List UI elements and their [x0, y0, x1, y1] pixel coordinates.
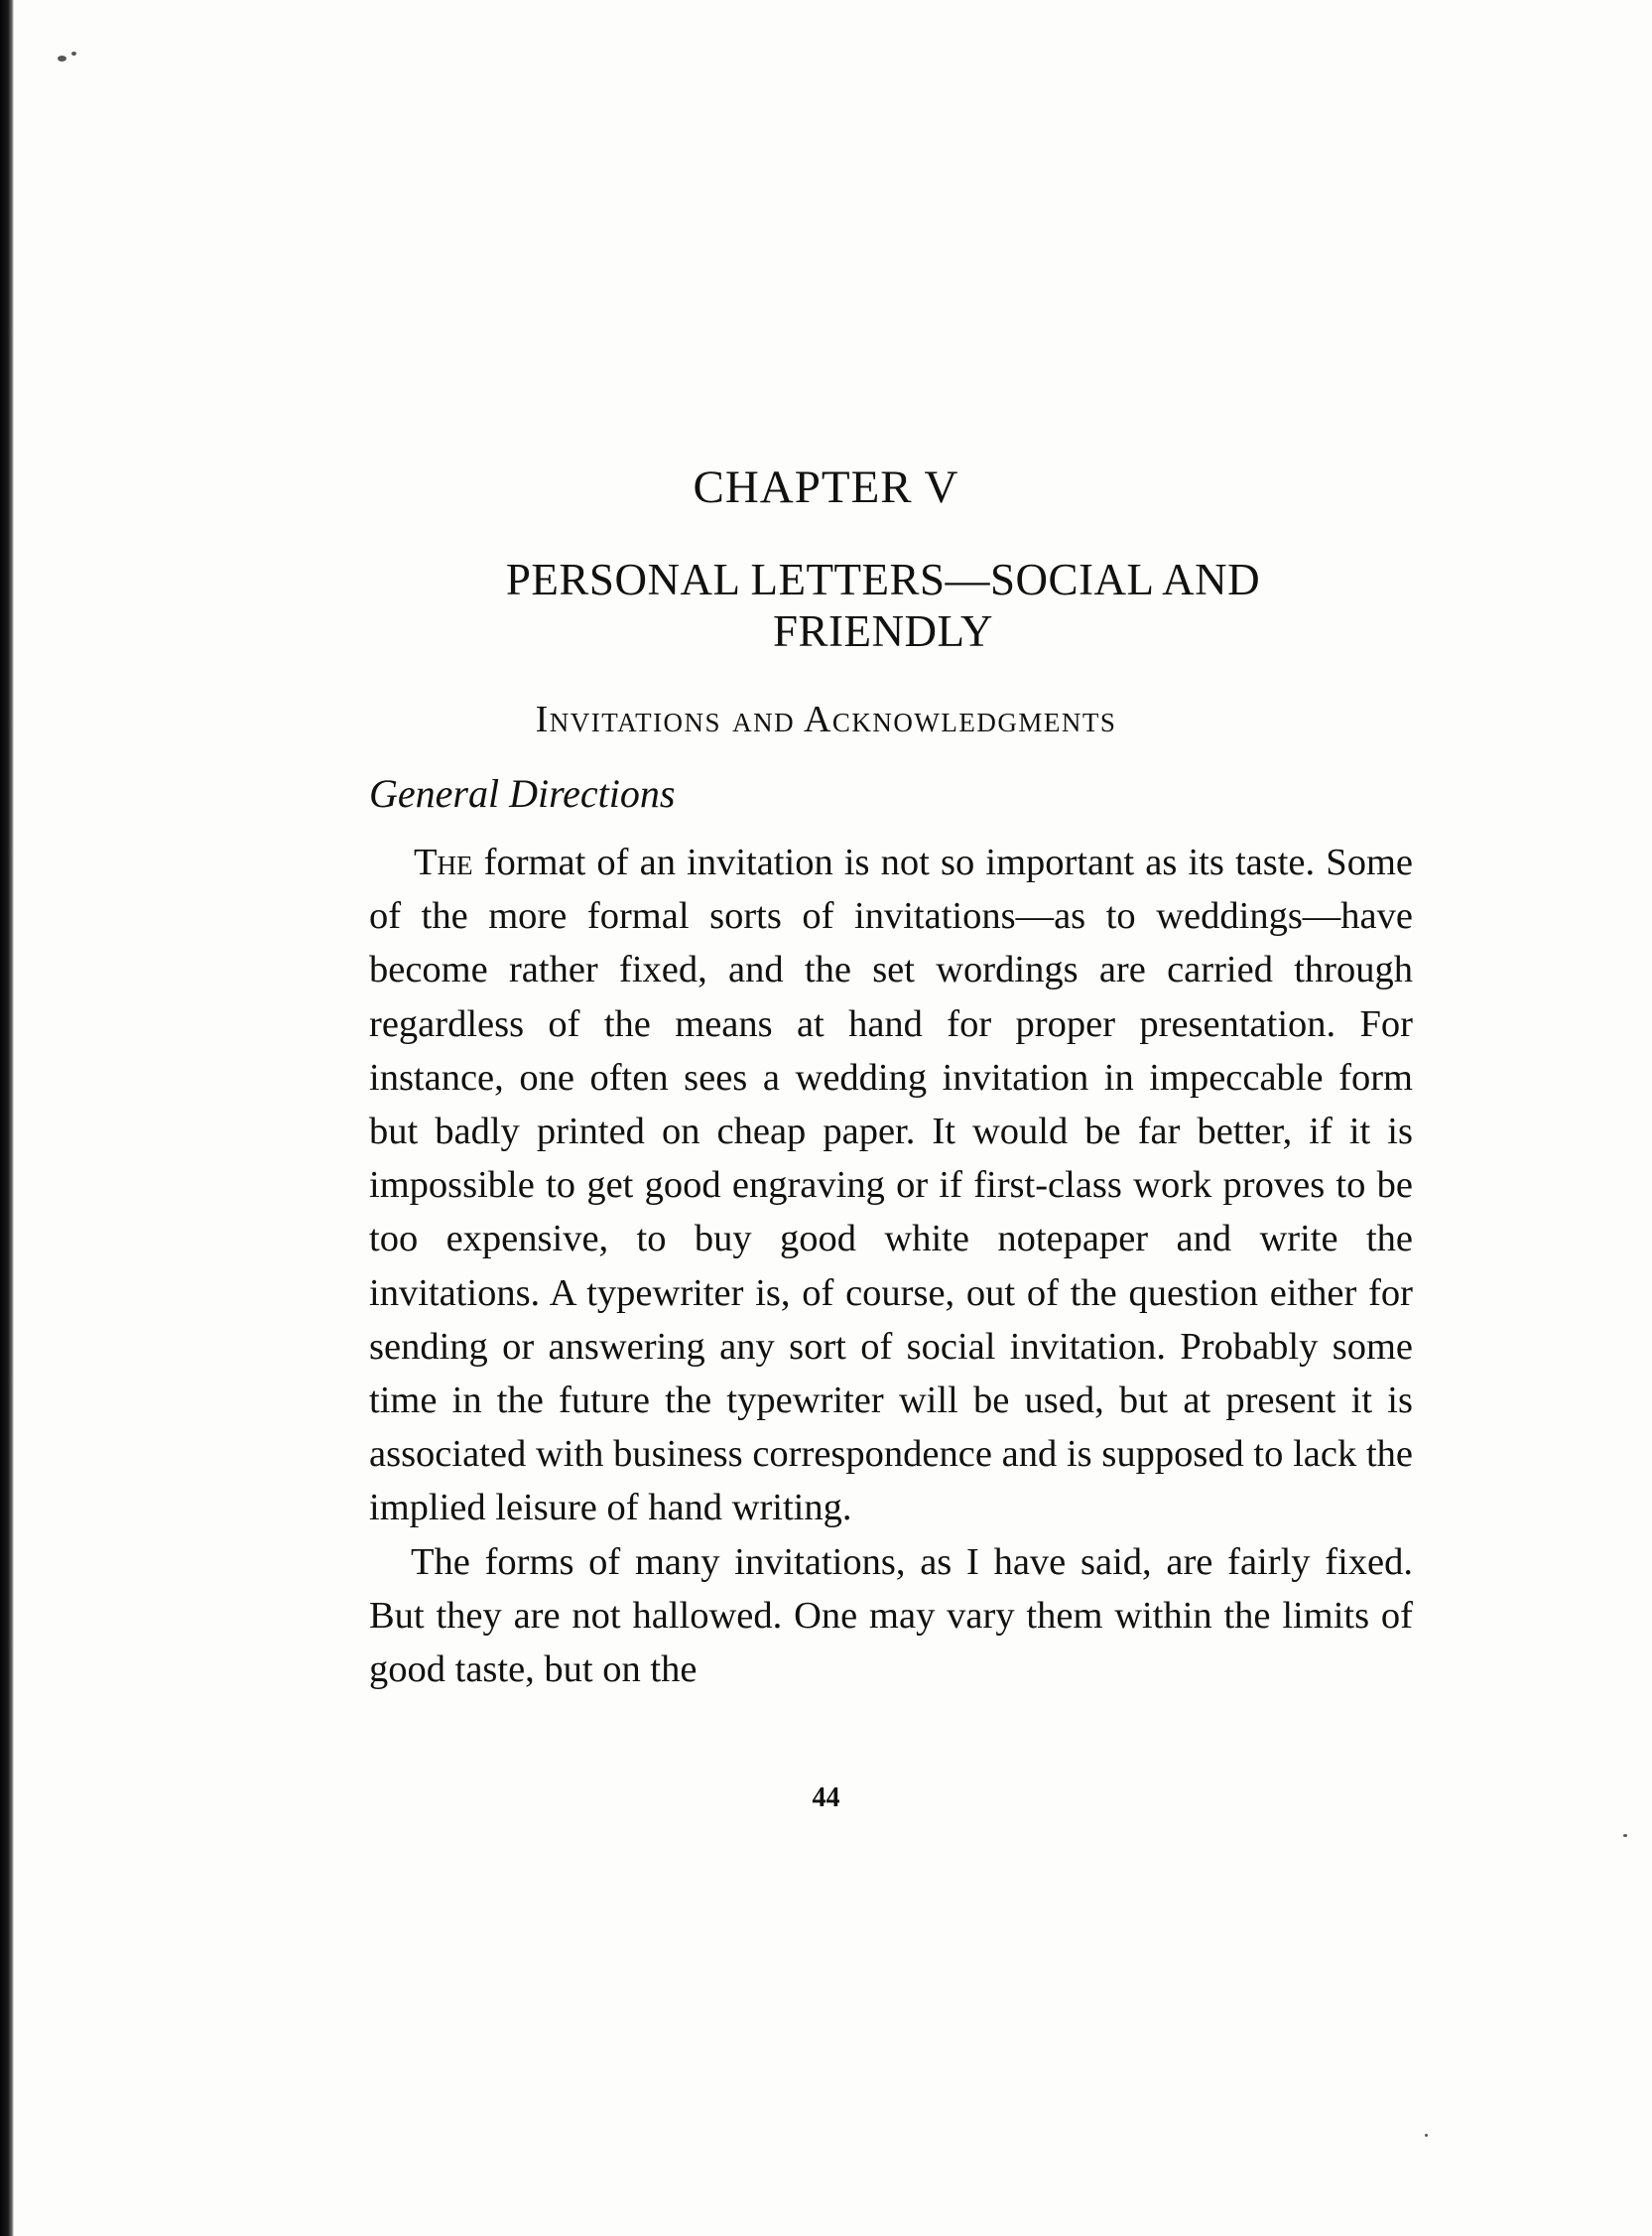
section-title: Invitations and Acknowledgments: [535, 699, 1117, 740]
body-text: [369, 836, 1413, 1696]
paragraph-text: format of an invitation is not so important as its taste. Some of the more formal sorts of invitations—as to weddings—have become rather fixed, and the set wordings are carried through regardless of the means at hand for proper presentation. For instance, one often sees a wedding invitation in impeccable form but badly printed on cheap paper. It would be far better, if it is impossible to get good engraving or if first-class work proves to be too expensive, to buy good white notepaper and write the invitations. A typewriter is, of course, out of the question either for sending or answering any sort of social invitation. Probably some time in the future the typewriter will be used, but at present it is associated with business correspondence and is supposed to lack the implied leisure of hand writing.: [369, 842, 1413, 1529]
paragraph: [369, 836, 1413, 1535]
paragraph-lead-word: The: [414, 842, 473, 883]
speck-mark: [1623, 1834, 1627, 1837]
chapter-title: PERSONAL LETTERS—SOCIAL AND FRIENDLY: [505, 555, 1261, 656]
page-number: 44: [812, 1782, 840, 1813]
page-binding-edge: [0, 0, 14, 2236]
speck-mark: [58, 56, 66, 62]
paragraph: The forms of many invitations, as I have said, are fairly fixed. But they are not hallowed. One may vary them within the limits of good taste, but on the: [369, 1540, 1413, 1691]
speck-mark: [1425, 2134, 1428, 2137]
subsection-title: General Directions: [369, 771, 676, 816]
speck-mark: [71, 52, 76, 56]
chapter-label: CHAPTER V: [693, 461, 959, 513]
